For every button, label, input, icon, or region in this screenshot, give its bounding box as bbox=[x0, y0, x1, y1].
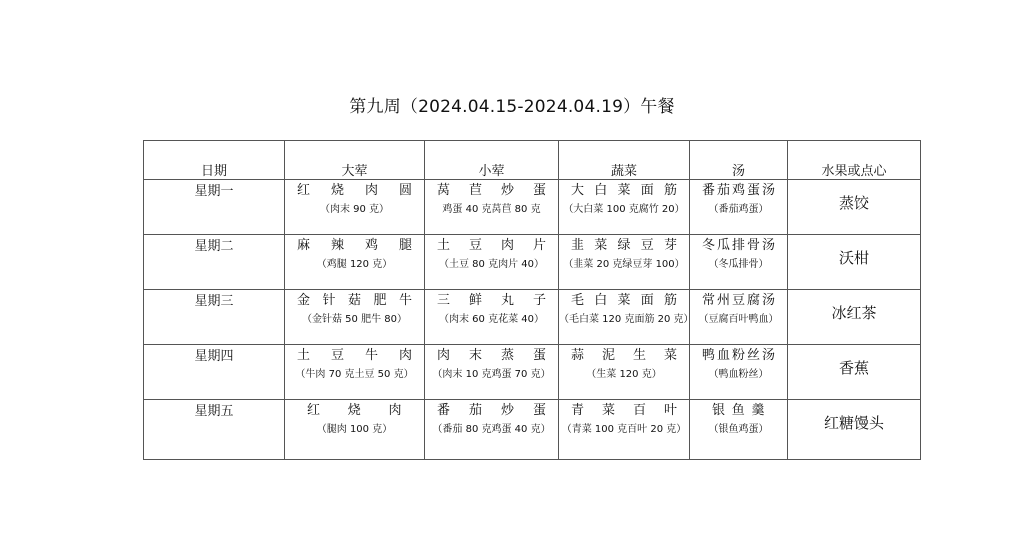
fruit-snack-cell bbox=[788, 180, 921, 235]
vegetable-dish-portion: （生菜 120 克） bbox=[586, 369, 662, 380]
table-row bbox=[144, 235, 921, 290]
small-meat-cell bbox=[425, 345, 559, 400]
header-soup: 汤 bbox=[690, 141, 788, 180]
header-big-meat: 大荤 bbox=[285, 141, 425, 180]
table-row bbox=[144, 180, 921, 235]
header-fruit-snack: 水果或点心 bbox=[788, 141, 921, 180]
big-meat-cell bbox=[285, 180, 425, 235]
table-row bbox=[144, 345, 921, 400]
vegetable-dish-portion: （毛白菜 120 克面筋 20 克） bbox=[559, 314, 694, 325]
small-meat-dish-name: 番 茄 炒 蛋 bbox=[437, 403, 546, 418]
small-meat-dish-name: 三 鲜 丸 子 bbox=[437, 293, 546, 308]
small-meat-cell bbox=[425, 400, 559, 460]
soup-dish-name: 银 鱼 羹 bbox=[712, 403, 765, 418]
header-small-meat: 小荤 bbox=[425, 141, 559, 180]
vegetable-dish-name: 蒜 泥 生 菜 bbox=[571, 348, 677, 363]
big-meat-cell bbox=[285, 290, 425, 345]
soup-cell bbox=[690, 235, 788, 290]
fruit-snack-label: 冰红茶 bbox=[831, 304, 877, 322]
day-cell: 星期二 bbox=[144, 235, 285, 290]
soup-cell bbox=[690, 290, 788, 345]
small-meat-dish-name: 肉 末 蒸 蛋 bbox=[437, 348, 546, 363]
big-meat-dish-name: 红 烧 肉 圆 bbox=[297, 183, 412, 198]
page-title: 第九周（2024.04.15-2024.04.19）午餐 bbox=[349, 97, 675, 117]
lunch-menu-table bbox=[143, 140, 921, 460]
small-meat-cell bbox=[425, 290, 559, 345]
big-meat-cell bbox=[285, 345, 425, 400]
vegetable-cell bbox=[559, 180, 690, 235]
vegetable-dish-name: 青 菜 百 叶 bbox=[571, 403, 677, 418]
fruit-snack-cell bbox=[788, 290, 921, 345]
big-meat-dish-portion: （金针菇 50 肥牛 80） bbox=[302, 314, 407, 325]
soup-cell bbox=[690, 400, 788, 460]
small-meat-cell bbox=[425, 180, 559, 235]
soup-dish-portion: （鸭血粉丝） bbox=[708, 369, 769, 380]
table-row bbox=[144, 400, 921, 460]
fruit-snack-label: 红糖馒头 bbox=[823, 414, 884, 432]
soup-cell bbox=[690, 345, 788, 400]
soup-dish-portion: （番茄鸡蛋） bbox=[708, 204, 769, 215]
big-meat-dish-portion: （鸡腿 120 克） bbox=[316, 259, 393, 270]
day-cell: 星期五 bbox=[144, 400, 285, 460]
small-meat-dish-name: 土 豆 肉 片 bbox=[437, 238, 546, 253]
big-meat-dish-name: 土 豆 牛 肉 bbox=[297, 348, 412, 363]
vegetable-dish-portion: （大白菜 100 克腐竹 20） bbox=[563, 204, 685, 215]
day-cell: 星期三 bbox=[144, 290, 285, 345]
small-meat-dish-portion: 鸡蛋 40 克莴苣 80 克 bbox=[442, 204, 541, 215]
vegetable-cell bbox=[559, 400, 690, 460]
vegetable-dish-name: 大 白 菜 面 筋 bbox=[571, 183, 677, 198]
soup-dish-portion: （冬瓜排骨） bbox=[708, 259, 769, 270]
soup-cell bbox=[690, 180, 788, 235]
vegetable-cell bbox=[559, 345, 690, 400]
small-meat-dish-portion: （番茄 80 克鸡蛋 40 克） bbox=[432, 424, 551, 435]
vegetable-cell bbox=[559, 235, 690, 290]
big-meat-dish-portion: （牛肉 70 克土豆 50 克） bbox=[295, 369, 414, 380]
big-meat-dish-name: 金 针 菇 肥 牛 bbox=[297, 293, 412, 308]
fruit-snack-label: 香蕉 bbox=[838, 359, 869, 377]
soup-dish-name: 常 州 豆 腐 汤 bbox=[702, 293, 775, 308]
big-meat-dish-portion: （肉末 90 克） bbox=[319, 204, 390, 215]
day-cell: 星期四 bbox=[144, 345, 285, 400]
table-row bbox=[144, 290, 921, 345]
vegetable-dish-portion: （青菜 100 克百叶 20 克） bbox=[561, 424, 687, 435]
fruit-snack-cell bbox=[788, 345, 921, 400]
small-meat-dish-portion: （肉末 60 克花菜 40） bbox=[439, 314, 544, 325]
fruit-snack-label: 沃柑 bbox=[838, 249, 869, 267]
small-meat-cell bbox=[425, 235, 559, 290]
vegetable-cell bbox=[559, 290, 694, 345]
vegetable-dish-name: 毛 白 菜 面 筋 bbox=[571, 293, 677, 308]
soup-dish-portion: （银鱼鸡蛋） bbox=[708, 424, 769, 435]
soup-dish-portion: （豆腐百叶鸭血） bbox=[698, 314, 779, 325]
vegetable-dish-name: 韭 菜 绿 豆 芽 bbox=[571, 238, 677, 253]
vegetable-dish-portion: （韭菜 20 克绿豆芽 100） bbox=[563, 259, 685, 270]
big-meat-dish-name: 红 烧 肉 bbox=[307, 403, 402, 418]
big-meat-dish-name: 麻 辣 鸡 腿 bbox=[297, 238, 412, 253]
fruit-snack-cell bbox=[788, 400, 921, 460]
small-meat-dish-portion: （肉末 10 克鸡蛋 70 克） bbox=[432, 369, 551, 380]
big-meat-cell bbox=[285, 400, 425, 460]
soup-dish-name: 番 茄 鸡 蛋 汤 bbox=[702, 183, 775, 198]
small-meat-dish-portion: （土豆 80 克肉片 40） bbox=[439, 259, 544, 270]
table-header-row bbox=[144, 141, 921, 180]
big-meat-dish-portion: （腿肉 100 克） bbox=[316, 424, 393, 435]
soup-dish-name: 鸭 血 粉 丝 汤 bbox=[702, 348, 775, 363]
soup-dish-name: 冬 瓜 排 骨 汤 bbox=[702, 238, 775, 253]
day-cell: 星期一 bbox=[144, 180, 285, 235]
fruit-snack-label: 蒸饺 bbox=[838, 194, 869, 212]
small-meat-dish-name: 莴 苣 炒 蛋 bbox=[437, 183, 546, 198]
header-vegetable: 蔬菜 bbox=[559, 141, 690, 180]
fruit-snack-cell bbox=[788, 235, 921, 290]
header-date: 日期 bbox=[144, 141, 285, 180]
big-meat-cell bbox=[285, 235, 425, 290]
